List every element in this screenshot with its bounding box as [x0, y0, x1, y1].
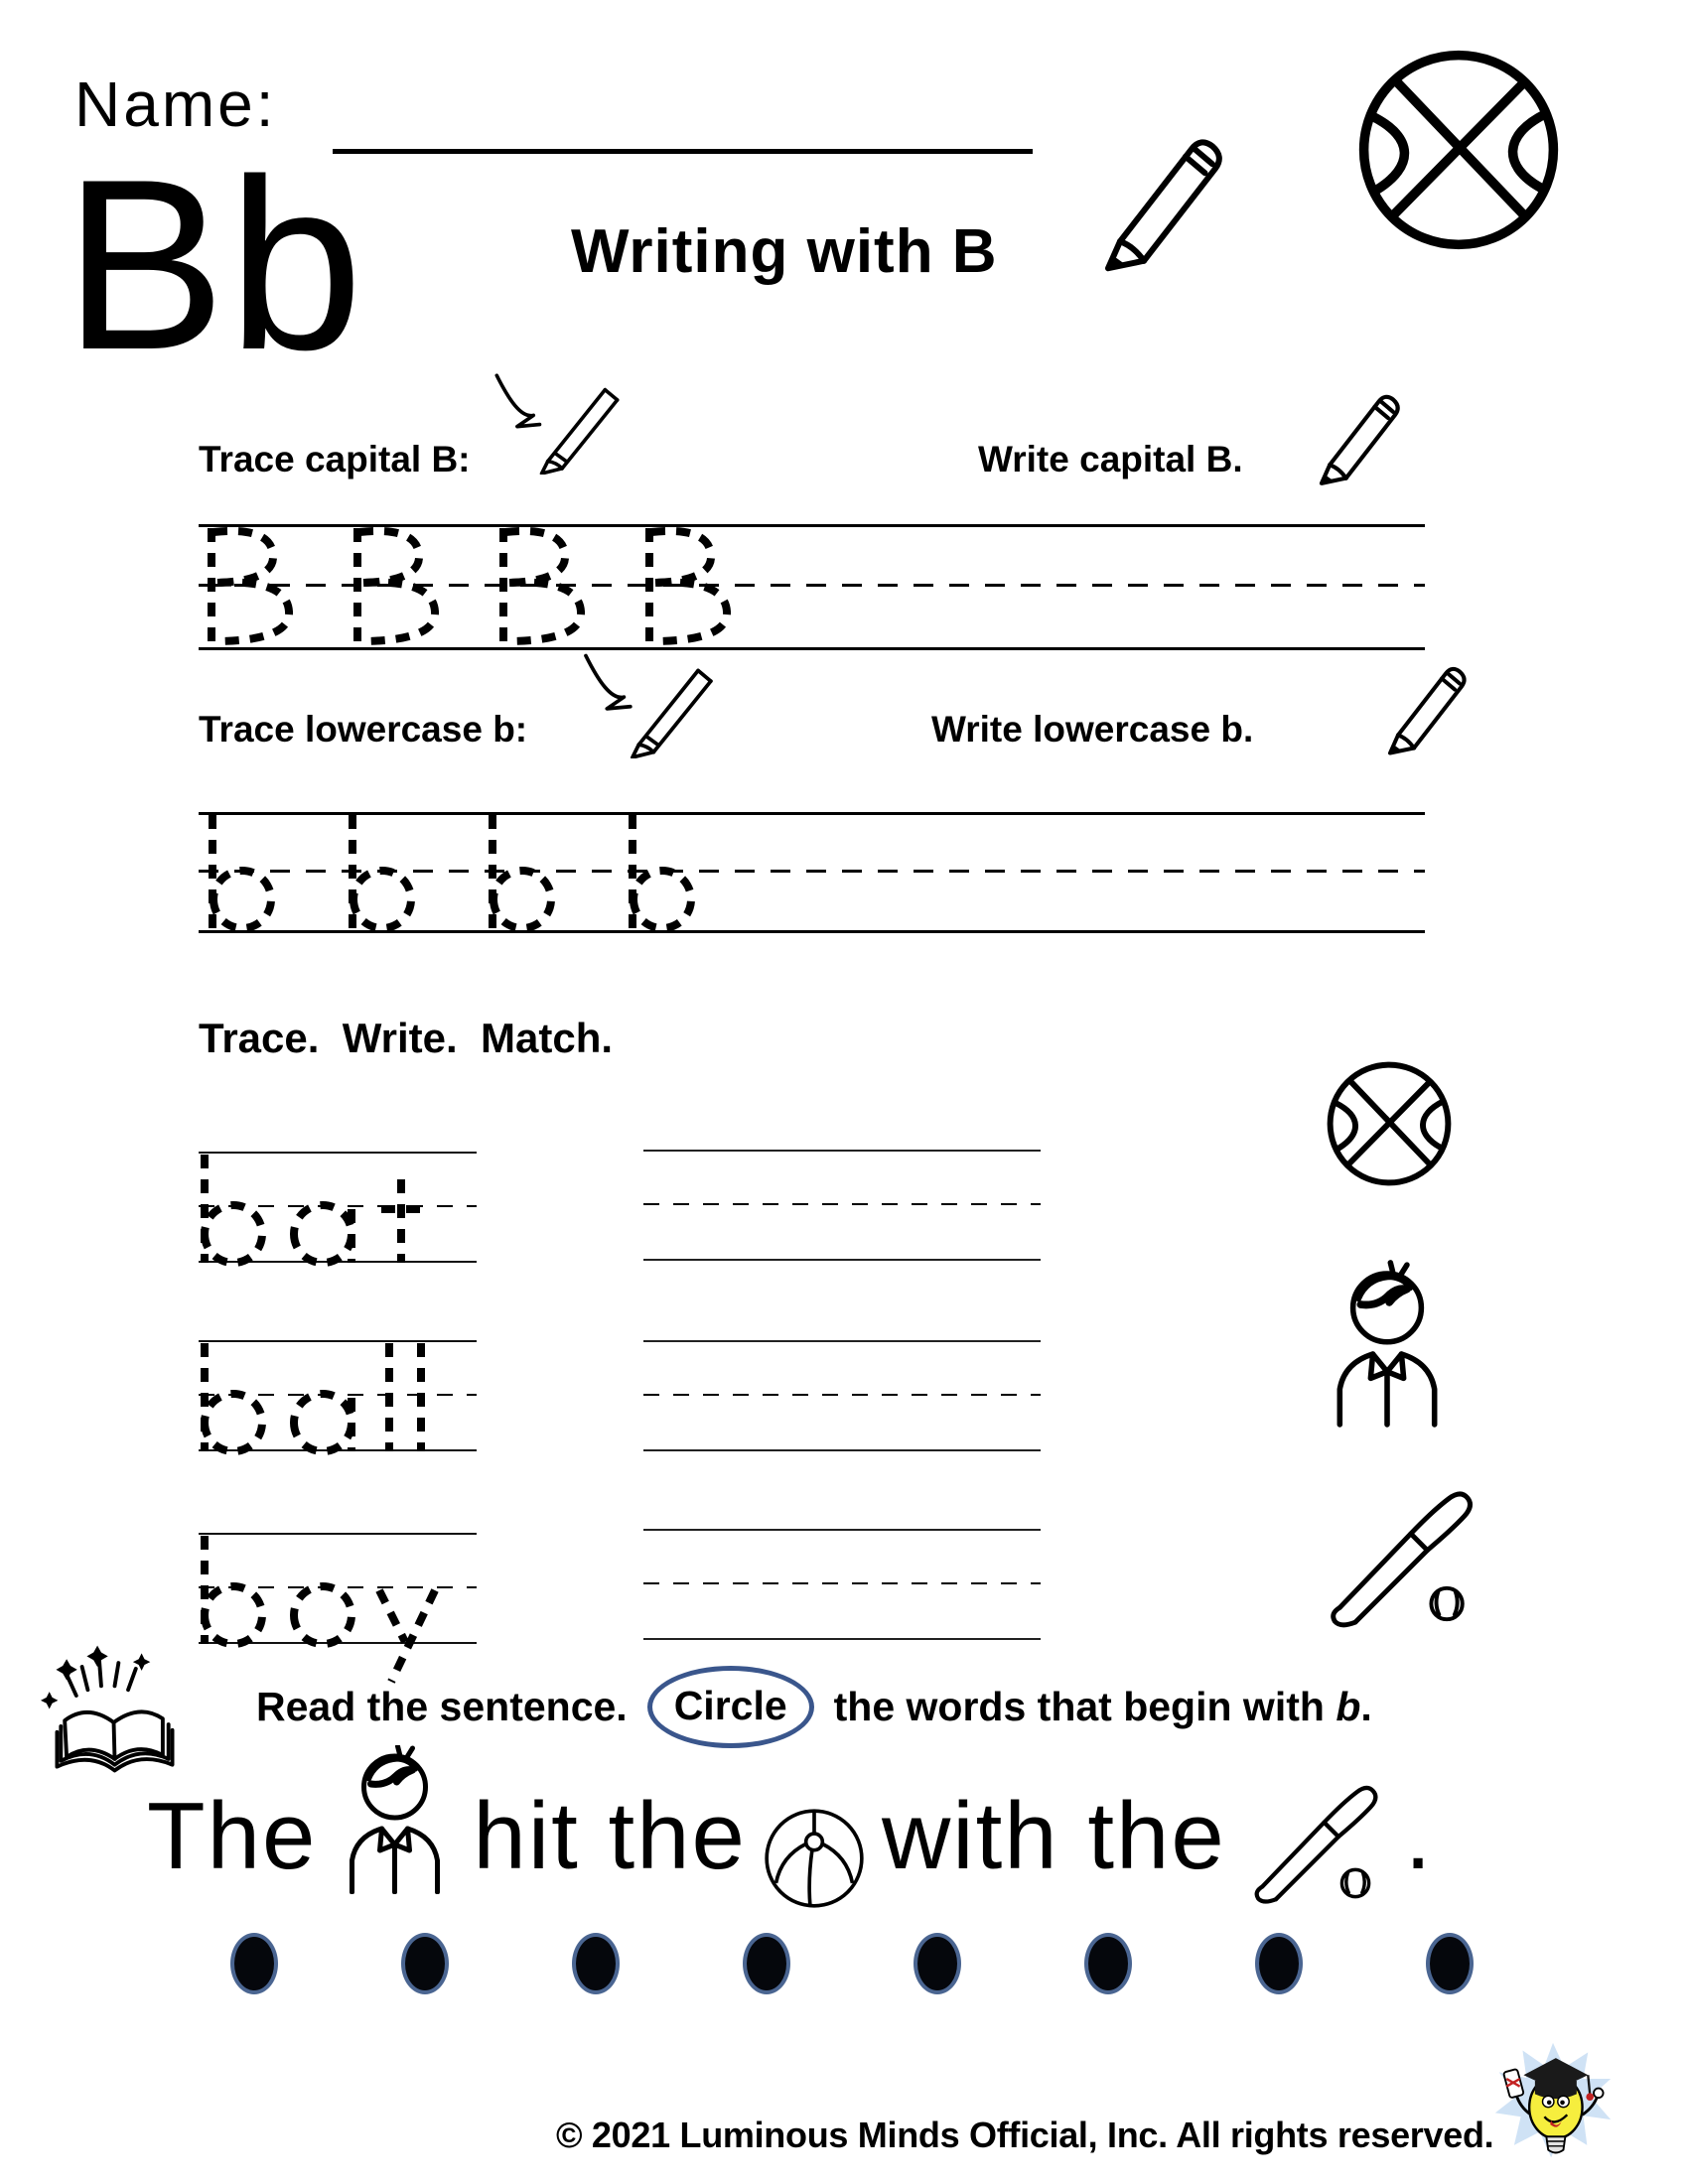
guide-bottom-line: [643, 1638, 1041, 1640]
trace-word-row[interactable]: [199, 1152, 477, 1263]
dot-marker: [1255, 1933, 1303, 1994]
dot-marker: [401, 1933, 449, 1994]
rebus-sentence: [147, 1747, 1433, 1904]
copyright-text: © 2021 Luminous Minds Official, Inc. All rights reserved.: [556, 2115, 1494, 2155]
trace-word-boy: [199, 1533, 477, 1687]
pencil-icon: [1376, 655, 1476, 760]
pencil-icon: [1303, 383, 1414, 490]
dot-marker: [1084, 1933, 1132, 1994]
dot-marker: [743, 1933, 790, 1994]
pencil-icon: [1087, 122, 1236, 279]
trace-write-match-heading: Trace. Write. Match.: [199, 1015, 614, 1061]
sentence-word: The: [147, 1783, 318, 1889]
guide-mid-line: [643, 1582, 1041, 1584]
lowercase-trace-letters: [199, 812, 1425, 933]
guide-top-line: [643, 1529, 1041, 1531]
basketball-icon: [1353, 45, 1564, 255]
dot-marker: [230, 1933, 278, 1994]
guide-top-line: [643, 1150, 1041, 1152]
lightbulb-graduate-logo: [1491, 2039, 1615, 2162]
writing-pencil-icon: [574, 647, 725, 758]
dots-row: [230, 1936, 1474, 1991]
write-word-lines[interactable]: [643, 1150, 1041, 1261]
trace-word-bat: [199, 1152, 477, 1305]
boy-icon: [333, 1745, 457, 1894]
trace-word-ball: [199, 1340, 477, 1494]
basketball-icon: [1324, 1058, 1455, 1189]
write-capital-label: Write capital B.: [978, 439, 1243, 479]
circled-word: Circle: [647, 1666, 814, 1748]
instruction-pre: Read the sentence.: [256, 1684, 628, 1729]
dot-marker: [572, 1933, 620, 1994]
instruction-post: the words that begin with b.: [833, 1684, 1372, 1729]
lowercase-trace-guides[interactable]: [199, 812, 1425, 933]
italic-b: b: [1336, 1684, 1361, 1729]
sentence-word: hit the: [473, 1783, 747, 1889]
bat-and-ball-icon: [1242, 1775, 1389, 1906]
sentence-word: with the: [881, 1783, 1226, 1889]
letter-pair: Bb: [64, 128, 365, 400]
guide-top-line: [643, 1340, 1041, 1342]
name-label: Name:: [74, 68, 277, 140]
trace-lowercase-label: Trace lowercase b:: [199, 709, 528, 750]
name-blank-line[interactable]: [333, 149, 1033, 154]
instruction-line: [256, 1666, 1372, 1748]
dot-marker: [1426, 1933, 1474, 1994]
beach-ball-icon: [763, 1807, 866, 1910]
trace-capital-label: Trace capital B:: [199, 439, 471, 479]
boy-icon: [1327, 1259, 1448, 1430]
trace-word-row[interactable]: [199, 1340, 477, 1451]
page-title: Writing with B: [571, 217, 998, 286]
guide-mid-line: [643, 1203, 1041, 1205]
dot-marker: [914, 1933, 961, 1994]
guide-bottom-line: [643, 1259, 1041, 1261]
writing-pencil-icon: [485, 367, 632, 475]
guide-mid-line: [643, 1394, 1041, 1396]
sentence-period: .: [1404, 1783, 1434, 1889]
trace-word-row[interactable]: [199, 1533, 477, 1644]
write-lowercase-label: Write lowercase b.: [931, 709, 1254, 750]
capital-trace-guides[interactable]: [199, 524, 1425, 650]
guide-bottom-line: [643, 1449, 1041, 1451]
bat-and-ball-icon: [1317, 1479, 1485, 1630]
capital-trace-letters: [199, 524, 1425, 650]
write-word-lines[interactable]: [643, 1529, 1041, 1640]
write-word-lines[interactable]: [643, 1340, 1041, 1451]
